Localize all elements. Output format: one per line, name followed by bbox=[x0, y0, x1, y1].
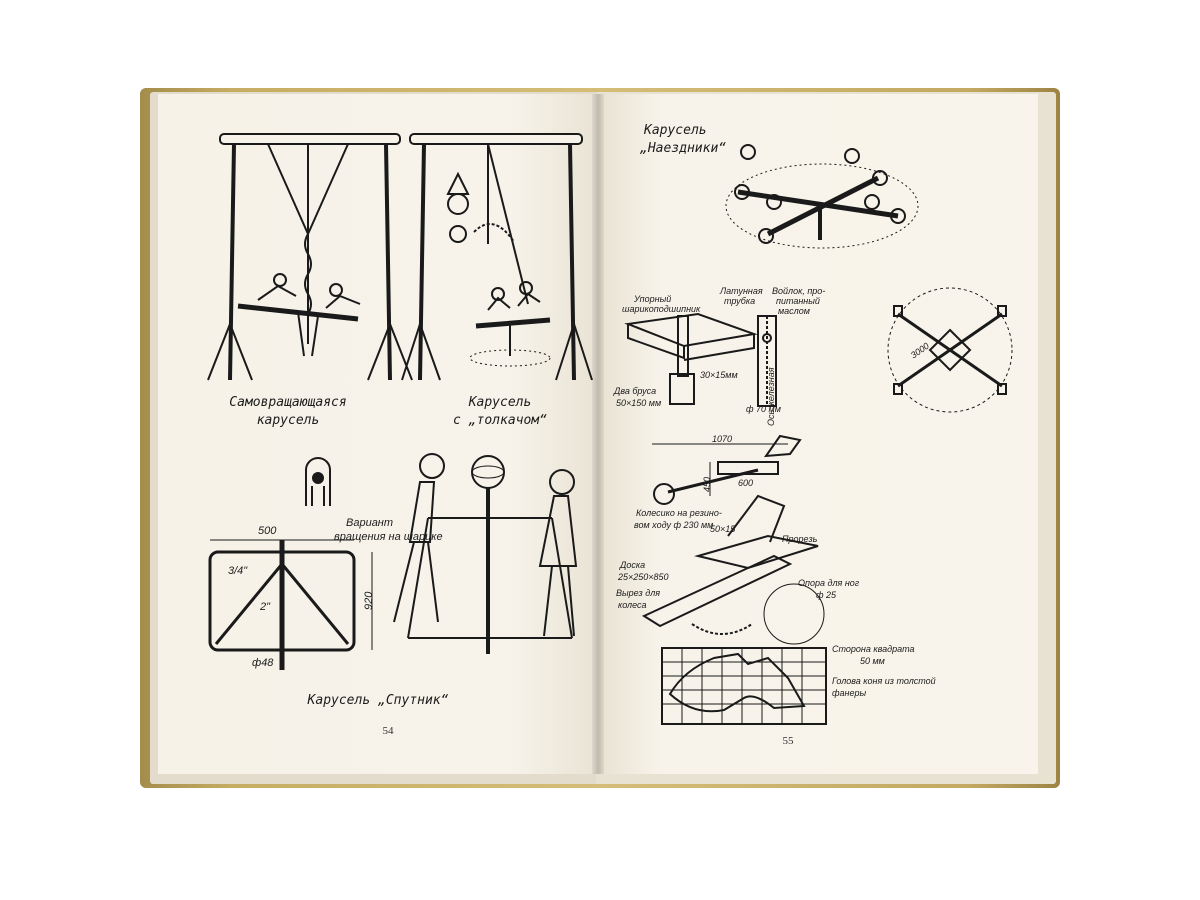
board-label-line2: 25×250×850 bbox=[618, 572, 669, 582]
axle-label-line1: Ось железная bbox=[766, 367, 776, 426]
wheel-label-line1: Колесико на резино- bbox=[636, 508, 722, 518]
dim-diameter: ф48 bbox=[252, 657, 274, 669]
felt-label-line2: питанный bbox=[776, 296, 820, 306]
dim-30x15: 30×15мм bbox=[700, 370, 738, 380]
self-rotating-caption-line1: Самовращающаяся bbox=[229, 395, 347, 410]
wheel-cut-label-line2: колеса bbox=[618, 600, 647, 610]
dim-pipe-small: 3/4" bbox=[228, 565, 248, 577]
riders-title-line1: Карусель bbox=[644, 123, 707, 138]
brass-tube-label-line2: трубка bbox=[724, 296, 756, 306]
wheel-cut-label-line1: Вырез для bbox=[616, 588, 661, 598]
sputnik-carousel-drawing bbox=[394, 454, 576, 654]
axle-label-line2: ф 70 мм bbox=[746, 404, 781, 414]
horse-frame-diagram bbox=[652, 436, 800, 504]
ball-variant-drawing bbox=[306, 458, 330, 506]
slot-label: Прорезь bbox=[782, 534, 818, 544]
dim-50x15: 50×15 bbox=[710, 524, 736, 534]
self-rotating-caption-line2: карусель bbox=[256, 413, 320, 428]
horse-head-label-line1: Голова коня из толстой bbox=[832, 676, 936, 686]
open-book bbox=[140, 88, 1060, 788]
bearing-label-line2: шарикоподшипник bbox=[622, 304, 701, 314]
pusher-caption-line1: Карусель bbox=[468, 395, 532, 410]
horse-head-grid bbox=[662, 648, 826, 724]
dim-width: 500 bbox=[258, 525, 277, 537]
plan-view-diagram bbox=[888, 288, 1012, 412]
foot-rest-label-line2: ф 25 bbox=[816, 590, 837, 600]
sputnik-frame-diagram bbox=[210, 540, 372, 670]
variant-label-line1: Вариант bbox=[346, 517, 394, 529]
left-page bbox=[158, 94, 598, 774]
page-number-right: 55 bbox=[782, 735, 794, 747]
book-spine-gutter bbox=[592, 94, 604, 774]
dim-height: 920 bbox=[363, 591, 375, 610]
brass-tube-label-line1: Латунная bbox=[720, 286, 763, 296]
pusher-caption-line2: с „толкачом“ bbox=[453, 413, 547, 428]
dim-600: 600 bbox=[738, 478, 754, 488]
board-label-line1: Доска bbox=[620, 560, 646, 570]
square-side-label-line1: Сторона квадрата bbox=[832, 644, 915, 654]
square-side-label-line2: 50 мм bbox=[860, 656, 885, 666]
two-bars-label-line2: 50×150 мм bbox=[616, 398, 662, 408]
page-number-left: 54 bbox=[382, 725, 394, 737]
felt-label-line3: маслом bbox=[778, 306, 810, 316]
right-page-illustrations bbox=[598, 94, 1038, 774]
dim-3000: 3000 bbox=[908, 340, 931, 361]
riders-carousel-drawing bbox=[726, 145, 918, 248]
two-bars-label-line1: Два бруса bbox=[614, 386, 657, 396]
wheel-label-line2: вом ходу ф 230 мм bbox=[634, 520, 714, 530]
felt-label-line1: Войлок, про- bbox=[772, 286, 826, 296]
dim-450: 450 bbox=[702, 476, 712, 492]
right-page bbox=[598, 94, 1038, 774]
riders-title-line2: „Наездники“ bbox=[640, 141, 727, 156]
left-page-illustrations bbox=[158, 94, 598, 774]
variant-label-line2: вращения на шарике bbox=[334, 531, 443, 543]
dim-pipe-main: 2" bbox=[260, 601, 271, 613]
sputnik-caption: Карусель „Спутник“ bbox=[307, 693, 449, 708]
pusher-carousel-drawing bbox=[402, 134, 592, 380]
board-assembly-diagram bbox=[644, 496, 824, 644]
dim-1070: 1070 bbox=[712, 434, 733, 444]
bearing-label-line1: Упорный bbox=[634, 294, 672, 304]
horse-head-label-line2: фанеры bbox=[832, 688, 867, 698]
foot-rest-label-line1: Опора для ног bbox=[798, 578, 860, 588]
self-rotating-carousel-drawing bbox=[208, 134, 412, 380]
